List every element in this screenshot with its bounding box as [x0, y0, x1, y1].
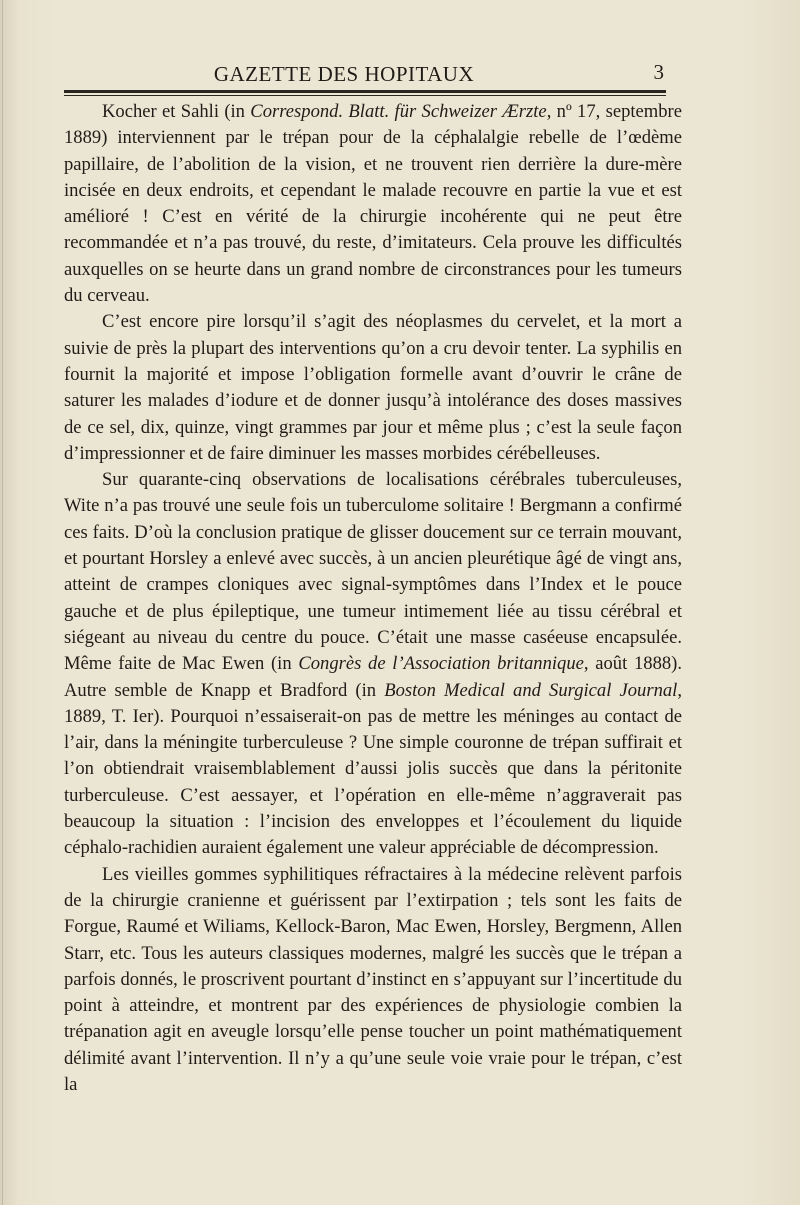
- page-edge: [2, 0, 9, 1205]
- italic-citation: Congrès de l’Association britannique: [298, 653, 584, 675]
- italic-citation: Boston Medical and Surgical Journal: [384, 679, 678, 701]
- text-run: , août 1888). Autre semble de Knapp et Bradford (in: [64, 653, 682, 701]
- page-number: 3: [653, 60, 664, 84]
- text-run: Sur quarante-cinq observations de localisations cérébrales tuberculeuses, Wite n’a pas trouvé une seule fois un tuberculome solitaire ! Bergmann a confirmé ces faits. D’où la conclusion pratique de glisser doucement sur ce terrain mouvant, et pourtant Horsley a enlevé avec succès, à un ancien pleurétique âgé de vingt ans, atteint de crampes cloniques avec signal-symptômes dans l’Index et le pouce gauche et de plus épileptique, une tumeur intimement liée au tissu cérébral et siégeant au niveau du centre du pouce. C’était une masse caséeuse encapsulée. Même faite de Mac Ewen (in: [64, 469, 682, 675]
- text-run: Les vieilles gommes syphilitiques réfractaires à la médecine relèvent parfois de la chirurgie cranienne et guérissent par l’extirpation ; tels sont les faits de Forgue, Raumé et Wiliams, Kellock-Baron, Mac Ewen, Horsley, Bergmenn, Allen Starr, etc. Tous les auteurs classiques modernes, malgré les succès que le trépan a parfois donnés, le proscrivent pourtant d’instinct en s’appuyant sur l’incertitude du point à atteindre, et montrent par des expériences de physiologie combien la trépanation agit en aveugle lorsqu’elle pense toucher un point mathématiquement délimité avant l’intervention. Il n’y a qu’une seule voie vraie pour le trépan, c’est la: [64, 863, 682, 1095]
- paragraph: [64, 309, 682, 467]
- running-header: [64, 60, 670, 90]
- paragraph: [64, 862, 682, 1099]
- paragraph: [64, 99, 682, 309]
- text-run: C’est encore pire lorsqu’il s’agit des néoplasmes du cervelet, et la mort a suivie de près la plupart des interventions qu’on a cru devoir tenter. La syphilis en fournit la majorité et impose l’obligation formelle avant d’ouvrir le crâne de saturer les malades d’iodure et de donner jusqu’à intolérance des doses massives de ce sel, dix, quinze, vingt grammes par jour et même plus ; c’est la seule façon d’impressionner et de faire diminuer les masses morbides cérébelleuses.: [64, 311, 682, 464]
- text-run: , nº 17, septembre 1889) interviennent par le trépan pour de la céphalalgie rebelle de l’œdème papillaire, de l’abolition de la vision, et ne trouvent rien derrière la dure-mère incisée en deux endroits, et cependant le malade recouvre en partie la vue et est amélioré ! C’est en vérité de la chirurgie incohérente qui ne peut être recommandée et n’a pas trouvé, du reste, d’imitateurs. Cela prouve les difficultés auxquelles on se heurte dans un grand nombre de circonstrances pour les tumeurs du cerveau.: [64, 101, 683, 307]
- text-run: Kocher et Sahli (in: [102, 101, 251, 122]
- italic-citation: Correspond. Blatt. für Schweizer Ærzte: [250, 101, 547, 122]
- header-rule: [64, 90, 666, 96]
- article-body: [64, 99, 682, 1098]
- text-run: , 1889, T. Ier). Pourquoi n’essaiserait-on pas de mettre les méninges au contact de l’air, dans la méningite turberculeuse ? Une simple couronne de trépan suffirait et l’on obtiendrait vraisemblablement d’aussi jolis succès que dans la péritonite turberculeuse. C’est aessayer, et l’opération en elle-même n’aggraverait pas beaucoup la situation : l’incision des enveloppes et l’écoulement du liquide céphalo-rachidien auraient également une valeur appréciable de décompression.: [64, 679, 683, 859]
- paragraph: [64, 467, 682, 861]
- journal-title: GAZETTE DES HOPITAUX: [213, 62, 475, 86]
